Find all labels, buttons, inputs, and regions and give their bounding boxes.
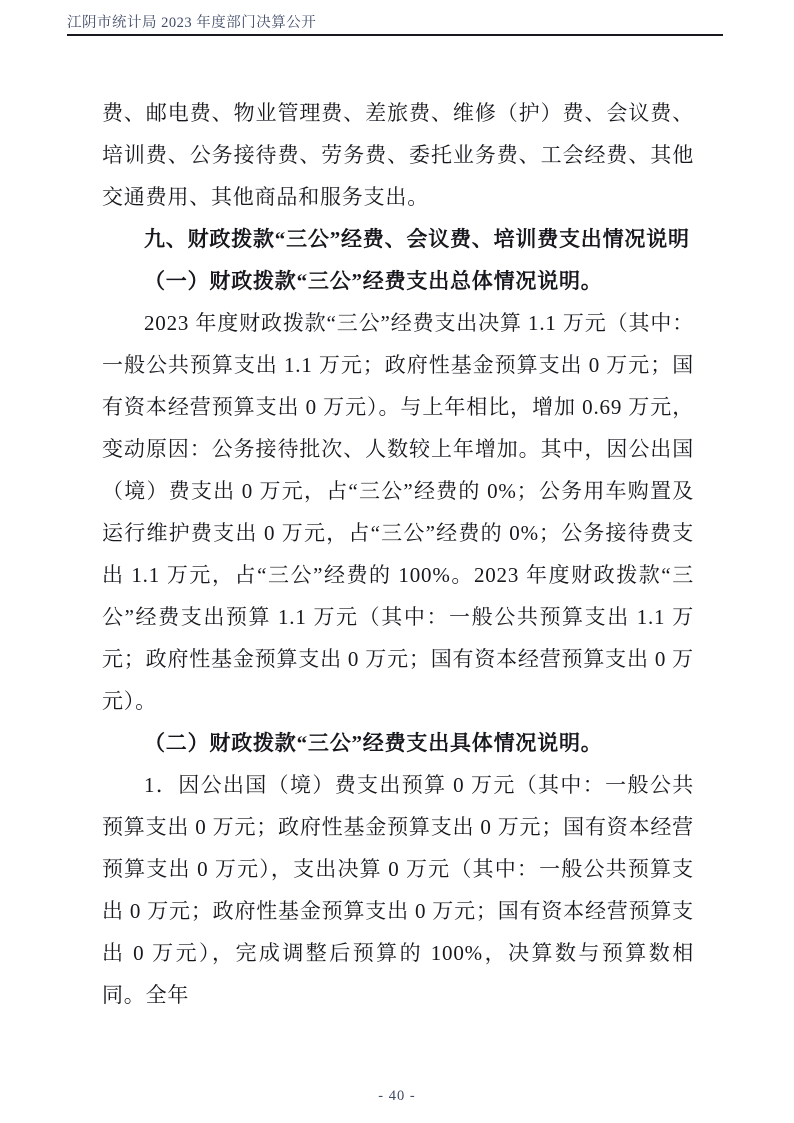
subsection-heading-two: （二）财政拨款“三公”经费支出具体情况说明。 <box>144 731 603 755</box>
header-title: 江阴市统计局 2023 年度部门决算公开 <box>67 15 317 31</box>
paragraph-overseas-expense-detail: 1．因公出国（境）费支出预算 0 万元（其中：一般公共预算支出 0 万元；政府性基金预算支出 0 万元；国有资本经营预算支出 0 万元），支出决算 0 万元（其中：一般公共预算支出 0 万元；政府性基金预算支出 0 万元；国有资本经营预算支出 0 万元），完成调整后预算的 100%，决算数与预算数相同。全年 <box>102 773 694 1007</box>
page-header <box>67 0 723 36</box>
page-number: - 40 - <box>378 1088 416 1104</box>
subsection-heading-one: （一）财政拨款“三公”经费支出总体情况说明。 <box>144 269 603 293</box>
document-body <box>102 92 694 1016</box>
paragraph-expense-list-continuation: 费、邮电费、物业管理费、差旅费、维修（护）费、会议费、培训费、公务接待费、劳务费、委托业务费、工会经费、其他交通费用、其他商品和服务支出。 <box>102 101 694 209</box>
header-rule <box>67 34 723 36</box>
section-heading-nine: 九、财政拨款“三公”经费、会议费、培训费支出情况说明 <box>144 227 690 251</box>
page-footer <box>0 1087 794 1105</box>
paragraph-three-public-overall: 2023 年度财政拨款“三公”经费支出决算 1.1 万元（其中：一般公共预算支出 1.1 万元；政府性基金预算支出 0 万元；国有资本经营预算支出 0 万元）。与上年相比，增加 0.69 万元，变动原因：公务接待批次、人数较上年增加。其中，因公出国（境）费支出 0 万元，占“三公”经费的 0%；公务用车购置及运行维护费支出 0 万元，占“三公”经费的 0%；公务接待费支出 1.1 万元，占“三公”经费的 100%。2023 年度财政拨款“三公”经费支出预算 1.1 万元（其中：一般公共预算支出 1.1 万元；政府性基金预算支出 0 万元；国有资本经营预算支出 0 万元）。 <box>102 311 694 713</box>
